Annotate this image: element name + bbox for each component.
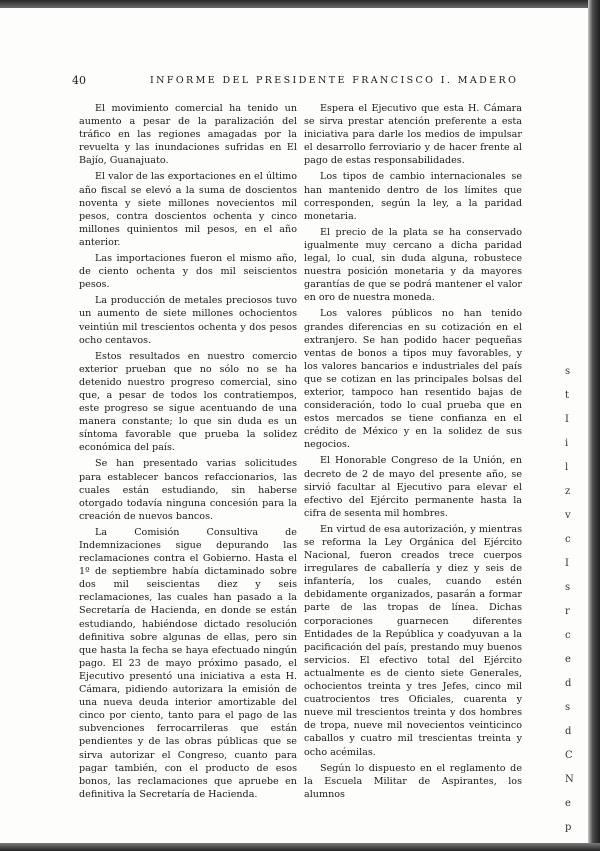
- bleed-letter: e: [565, 798, 571, 809]
- paragraph: Estos resultados en nuestro comercio exterior prueban que no sólo no se ha detenido nuestro progreso comercial, sino que, a pesar de todos los contratiempos, este progreso se sigue acentuando de una manera constante; lo que sin duda es un síntoma favorable que prueba la solidez económica del país.: [79, 350, 297, 454]
- bleed-letter: N: [565, 774, 574, 785]
- scan-edge-top: [0, 0, 600, 8]
- page-number: 40: [72, 74, 86, 87]
- bleed-letter: z: [565, 486, 571, 497]
- bleed-letter: s: [565, 582, 571, 593]
- left-column: [79, 102, 297, 804]
- paragraph: El precio de la plata se ha conservado igualmente muy cercano a dicha paridad legal, lo cual, sin duda alguna, robustece nuestra posición monetaria y da mayores garantías de que se podrá mantener el valor en oro de nuestra moneda.: [304, 226, 522, 304]
- paragraph: El valor de las exportaciones en el último año fiscal se elevó a la suma de doscientos noventa y siete millones novecientos mil pesos, contra doscientos ochenta y cinco millones quinientos mil pesos, en el año anterior.: [79, 171, 297, 248]
- bleed-letter: d: [565, 678, 572, 689]
- bleed-letter: c: [565, 630, 571, 641]
- page-header: [72, 74, 527, 90]
- bleed-letter: s: [565, 366, 571, 377]
- paragraph: La producción de metales preciosos tuvo un aumento de siete millones ochocientos veintiún mil trescientos ochenta y dos pesos ocho centavos.: [79, 295, 297, 346]
- paragraph: Espera el Ejecutivo que esta H. Cámara se sirva prestar atención preferente a esta iniciativa para darle los medios de impulsar el desarrollo ferroviario y de hacer frente al pago de estas responsabilidades.: [304, 103, 522, 167]
- paragraph: La Comisión Consultiva de Indemnizaciones sigue depurando las reclamaciones contra el Gobierno. Hasta el 1º de septiembre había dictaminado sobre dos mil seiscientas diez y seis reclamaciones, las cuales han pasado a la Secretaría de Hacienda, en donde se están estudiando, habiéndose dictado resolución definitiva sobre algunas de ellas, pero sin que hasta la fecha se haya efectuado ningún pago. El 23 de mayo próximo pasado, el Ejecutivo presentó una iniciativa a esta H. Cámara, pidiendo autorizara la emisión de una nueva deuda interior amortizable del cinco por ciento, tanto para el pago de las subvenciones ferrocarrileras que están pendientes y de las obras públicas que se sirva autorizar el Congreso, cuanto para pagar también, con el producto de esos bonos, las reclamaciones que apruebe en definitiva la Secretaría de Hacienda.: [79, 526, 297, 800]
- bleed-letter: I: [565, 558, 569, 569]
- facing-page-bleed: [565, 360, 583, 840]
- right-column: [304, 102, 522, 804]
- bleed-letter: p: [565, 822, 572, 833]
- paragraph: Según lo dispuesto en el reglamento de la Escuela Militar de Aspirantes, los alumnos: [304, 762, 522, 800]
- scan-edge-right: [588, 0, 600, 851]
- bleed-letter: C: [565, 750, 573, 761]
- paragraph: El movimiento comercial ha tenido un aumento a pesar de la paralización del tráfico en las regiones amagadas por la revuelta y las inundaciones sufridas en El Bajío, Guanajuato.: [79, 103, 297, 167]
- bleed-letter: s: [565, 702, 571, 713]
- paragraph: Los tipos de cambio internacionales se han mantenido dentro de los límites que corresponden, según la ley, a la paridad monetaria.: [304, 171, 522, 222]
- running-head: INFORME DEL PRESIDENTE FRANCISCO I. MADERO: [150, 75, 519, 86]
- paragraph: Las importaciones fueron el mismo año, de ciento ochenta y dos mil seiscientos pesos.: [79, 253, 297, 291]
- bleed-letter: I: [565, 414, 569, 425]
- paragraph: Los valores públicos no han tenido grandes diferencias en su cotización en el extranjero. Se han podido hacer pequeñas ventas de bonos a tipos muy favorables, y los valores bancarios e industriales del país que se cotizan en las principales bolsas del exterior, tampoco han resentido bajas de consideración, todo lo cual prueba que en estos mercados se tiene confianza en el crédito de México y en la solidez de sus negocios.: [304, 308, 522, 451]
- bleed-letter: l: [565, 462, 569, 473]
- paragraph: En virtud de esa autorización, y mientras se reforma la Ley Orgánica del Ejército Nacional, fueron creados trece cuerpos irregulares de caballería y diez y seis de infantería, los cuales, cuando estén debidamente organizados, pasarán a formar parte de las tropas de línea. Dichas corporaciones guarnecen diferentes Entidades de la República y coadyuvan a la pacificación del país, prestando muy buenos servicios. El efectivo total del Ejército actualmente es de ciento siete Generales, ochocientos treinta y tres Jefes, cinco mil cuatrocientos tres Oficiales, cuarenta y nueve mil trescientos treinta y dos hombres de tropa, nueve mil novecientos veinticinco caballos y cuatro mil trescientas treinta y ocho acémilas.: [304, 523, 522, 758]
- paragraph: El Honorable Congreso de la Unión, en decreto de 2 de mayo del presente año, se sirvió facultar al Ejecutivo para elevar el efectivo del Ejército permanente hasta la cifra de sesenta mil hombres.: [304, 455, 522, 519]
- bleed-letter: d: [565, 726, 572, 737]
- bleed-letter: e: [565, 654, 571, 665]
- bleed-letter: c: [565, 534, 571, 545]
- paragraph: Se han presentado varias solicitudes para establecer bancos refaccionarios, las cuales están estudiando, sin haberse otorgado todavía ninguna concesión para la creación de nuevos bancos.: [79, 458, 297, 522]
- scan-edge-bottom: [0, 843, 600, 851]
- bleed-letter: t: [565, 390, 570, 401]
- bleed-letter: i: [565, 438, 569, 449]
- bleed-letter: r: [565, 606, 570, 617]
- bleed-letter: v: [565, 510, 571, 521]
